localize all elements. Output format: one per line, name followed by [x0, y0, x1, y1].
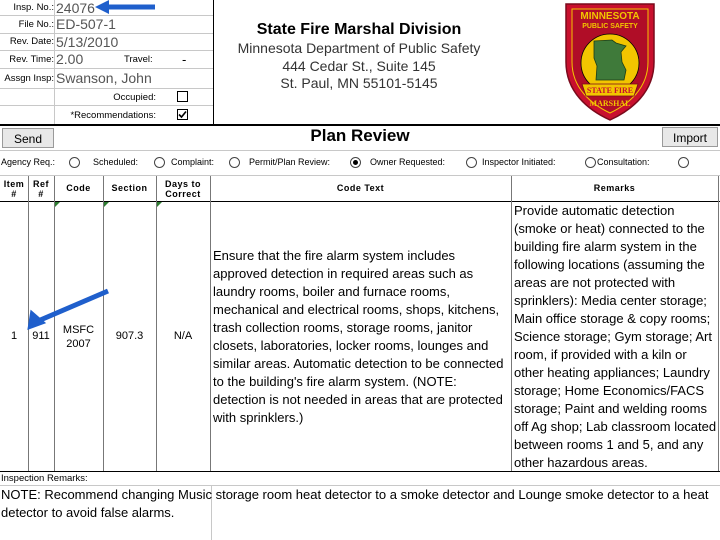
import-button[interactable]: Import [662, 127, 718, 147]
label-owner-requested: Owner Requested: [370, 157, 446, 167]
insp-no-value[interactable]: 24076 [56, 0, 95, 16]
label-scheduled: Scheduled: [93, 157, 139, 167]
col-header-code: Code [66, 183, 91, 193]
col-header-days: Days to Correct [164, 179, 201, 199]
inspection-remarks-text[interactable]: NOTE: Recommend changing Music storage room heat detector to a smoke detector and Lounge smoke detector to a heat detector to avoid false alarms. [1, 487, 709, 520]
agency-dept: Minnesota Department of Public Safety [237, 40, 481, 56]
send-button[interactable]: Send [2, 128, 54, 148]
comment-marker-icon [157, 202, 162, 207]
badge-ribbon1-text: STATE FIRE [586, 86, 634, 95]
file-no-label: File No.: [18, 19, 54, 30]
rev-time-value[interactable]: 2.00 [56, 51, 84, 67]
badge-top-text: MINNESOTA [580, 11, 640, 22]
badge-ribbon2-text: MARSHAL [589, 99, 631, 108]
cell-section[interactable]: 907.3 [115, 330, 144, 342]
cell-remarks[interactable]: Provide automatic detection (smoke or heat) connected to the building fire alarm system in the following locations (assuming the areas are not protected with sprinklers): Media center storage; Main office storage & copy rooms; Science storage; Gym storage; Art room, if provided with a kiln or other heating appliances; Laundry storage; Home Economics/FACS storage; Paint and welding rooms off Ag shop; Lab classroom located between rooms 1 and 5, and any other hazardous areas. [514, 203, 717, 470]
cell-days[interactable]: N/A [173, 330, 193, 342]
badge-sub-text: PUBLIC SAFETY [582, 23, 638, 30]
state-fire-marshal-badge [560, 0, 660, 122]
radio-scheduled[interactable] [69, 157, 80, 168]
radio-owner-requested[interactable] [466, 157, 477, 168]
agency-name: State Fire Marshal Division [256, 21, 462, 38]
radio-complaint[interactable] [154, 157, 165, 168]
occupied-checkbox[interactable] [177, 91, 188, 102]
arrow-annotation-icon [95, 0, 157, 14]
col-header-item: Item # [3, 179, 25, 199]
recommendations-label: *Recommendations: [70, 110, 156, 121]
minnesota-map-shape [594, 40, 626, 80]
checkmark-icon [178, 110, 187, 119]
cell-item[interactable]: 1 [10, 330, 18, 342]
rev-time-label: Rev. Time: [9, 54, 54, 65]
recommendations-checkbox[interactable] [177, 109, 188, 120]
radio-complaint-alt[interactable] [229, 157, 240, 168]
label-complaint: Complaint: [171, 157, 215, 167]
inspection-remarks-label: Inspection Remarks: [1, 473, 88, 484]
travel-label: Travel: [124, 54, 153, 65]
arrow-annotation-icon [20, 287, 112, 331]
cell-code-text[interactable]: Ensure that the fire alarm system includes approved detection in required areas such as laundry rooms, boiler and furnace rooms, mechanical and electrical rooms, shops, kitchens, trash collection rooms, storage rooms, janitor closets, laboratories, locker rooms, lounges and similar areas. Automatic detection to be connected to the building's fire alarm system. (NOTE: detection is not needed in areas that are protected with sprinklers.) [213, 248, 504, 425]
cell-code[interactable]: MSFC 2007 [62, 324, 95, 350]
file-no-value[interactable]: ED-507-1 [56, 16, 116, 32]
occupied-label: Occupied: [113, 92, 156, 103]
col-header-ref: Ref # [32, 179, 49, 199]
agency-street: 444 Cedar St., Suite 145 [282, 58, 436, 74]
radio-consultation[interactable] [678, 157, 689, 168]
page-title: Plan Review [310, 126, 410, 145]
comment-marker-icon [55, 202, 60, 207]
radio-inspector-initiated[interactable] [585, 157, 596, 168]
label-inspector-initiated: Inspector Initiated: [482, 157, 556, 167]
col-header-remarks: Remarks [593, 183, 636, 193]
rev-date-label: Rev. Date: [9, 36, 54, 47]
insp-no-label: Insp. No.: [13, 2, 54, 13]
assgn-insp-value[interactable]: Swanson, John [56, 70, 152, 86]
travel-value[interactable]: - [182, 52, 187, 67]
col-header-code-text: Code Text [336, 183, 385, 193]
rev-date-value[interactable]: 5/13/2010 [56, 34, 119, 50]
label-consultation: Consultation: [597, 157, 650, 167]
col-header-section: Section [111, 183, 148, 193]
cell-ref[interactable]: 911 [32, 330, 50, 342]
radio-permit-plan-review[interactable] [350, 157, 361, 168]
agency-req-label: Agency Req.: [1, 157, 56, 167]
agency-city: St. Paul, MN 55101-5145 [280, 75, 438, 91]
label-permit-plan-review: Permit/Plan Review: [249, 157, 331, 167]
comment-marker-icon [104, 202, 109, 207]
assgn-insp-label: Assgn Insp: [4, 73, 54, 84]
